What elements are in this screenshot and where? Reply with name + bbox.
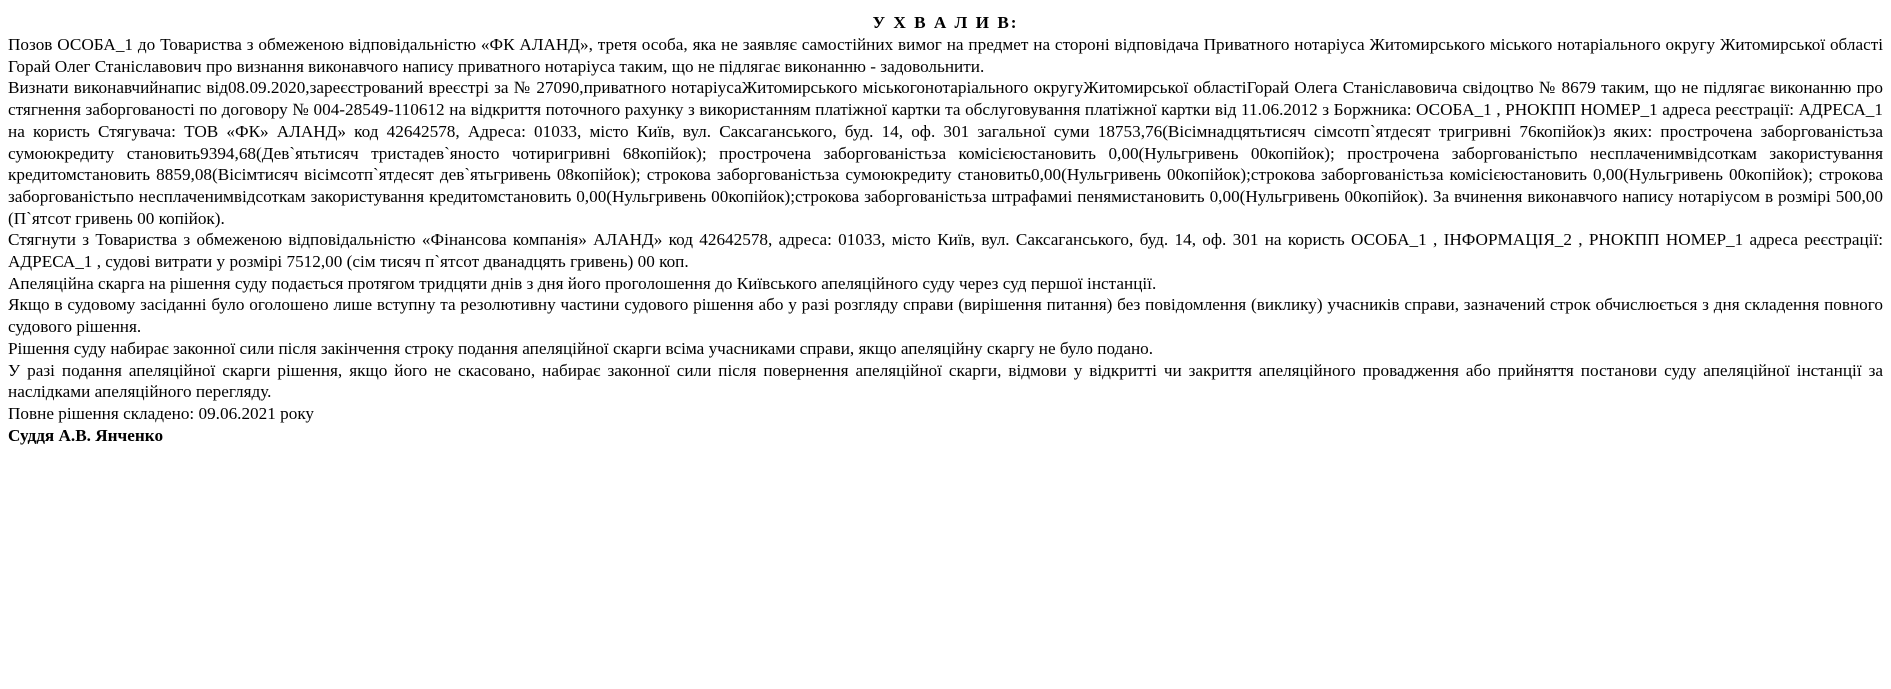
paragraph-claim-granted: Позов ОСОБА_1 до Товариства з обмеженою відповідальністю «ФК АЛАНД», третя особа, яка не заявляє самостійних вимог на предмет на стороні відповідача Приватного нотаріуса Житомирського міського нотаріального округу Житомирської області Горай Олег Станіславович про визнання виконавчого напису приватного нотаріуса таким, що не підлягає виконанню - задовольнити.: [8, 35, 1883, 76]
paragraph-deadline-calculation: Якщо в судовому засіданні було оголошено лише вступну та резолютивну частини судового рішення або у разі розгляду справи (вирішення питання) без повідомлення (виклику) учасників справи, зазначений строк обчислюється з дня складення повного судового рішення.: [8, 295, 1883, 337]
judge-signature: Суддя А.В. Янченко: [8, 425, 164, 445]
resolution-heading: У Х В А Л И В:: [872, 13, 1019, 32]
paragraph-legal-force: Рішення суду набирає законної сили після закінчення строку подання апеляційної скарги всіма учасниками справи, якщо апеляційну скаргу не було подано.: [8, 338, 1154, 358]
paragraph-executive-inscription: Визнати виконавчийнапис від08.09.2020,зареєстрований вреєстрі за № 27090,приватного нотаріусаЖитомирського міськогонотаріального округуЖитомирської областіГорай Олега Станіславовича свідоцтво № 8679 таким, що не підлягає виконанню про стягнення заборгованості по договору № 004-28549-110612 на відкриття поточного рахунку з використанням платіжної картки та обслуговування платіжної картки від 11.06.2012 з Боржника: ОСОБА_1 , РНОКПП НОМЕР_1 адреса реєстрації: АДРЕСА_1 на користь Стягувача: ТОВ «ФК» АЛАНД» код 42642578, Адреса: 01033, місто Київ, вул. Саксаганського, буд. 14, оф. 301 загальної суми 18753,76(Вісімнадцятьтисяч сімсотп`ятдесят тригривні 76копійок)з яких: прострочена заборгованістьза сумоюкредиту становить9394,68(Дев`ятьтисяч тристадев`яносто чотиригривні 68копійок); прострочена заборгованістьза комісієюстановить 0,00(Нульгривень 00копійок); прострочена заборгованістьпо несплаченимвідсоткам закористування кредитомстановить 8859,08(Вісімтисяч вісімсотп`ятдесят дев`ятьгривень 08копійок); строкова заборгованістьза сумоюкредиту становить0,00(Нульгривень 00копійок);строкова заборгованістьза комісієюстановить 0,00(Нульгривень 00копійок); строкова заборгованістьпо несплаченимвідсоткам закористування кредитомстановить 0,00(Нульгривень 00копійок);строкова заборгованістьза штрафамиі пенямистановить 0,00(Нульгривень 00копійок). За вчинення виконавчого напису нотаріусом в розмірі 500,00 (П`ятсот гривень 00 копійок).: [8, 78, 1883, 228]
paragraph-court-costs: Стягнути з Товариства з обмеженою відповідальністю «Фінансова компанія» АЛАНД» код 42642578, адреса: 01033, місто Київ, вул. Саксаганського, буд. 14, оф. 301 на користь ОСОБА_1 , ІНФОРМАЦІЯ_2 , РНОКПП НОМЕР_1 адреса реєстрації: АДРЕСА_1 , судові витрати у розмірі 7512,00 (сім тисяч п`ятсот дванадцять гривень) 00 коп.: [8, 230, 1883, 272]
paragraph-appeal-deadline: Апеляційна скарга на рішення суду подається протягом тридцяти днів з дня його проголошення до Київського апеляційного суду через суд першої інстанції.: [8, 273, 1157, 293]
paragraph-full-decision-date: Повне рішення складено: 09.06.2021 року: [8, 403, 315, 423]
paragraph-appeal-effect: У разі подання апеляційної скарги рішення, якщо його не скасовано, набирає законної сили після повернення апеляційної скарги, відмови у відкритті чи закриття апеляційного провадження або прийняття постанови суду апеляційної інстанції за наслідками апеляційного перегляду.: [8, 360, 1883, 402]
court-decision-document: [0, 12, 1891, 446]
